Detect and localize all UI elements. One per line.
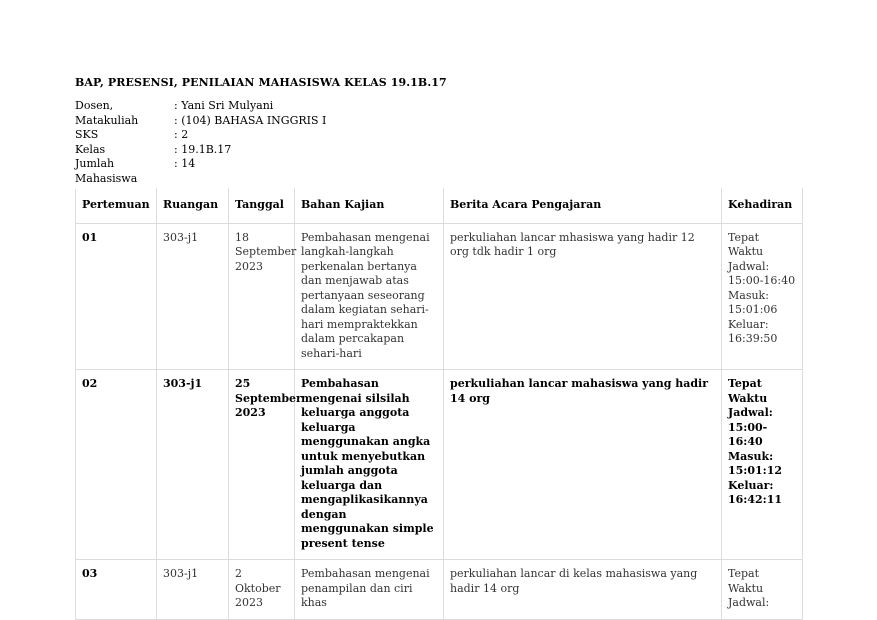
cell-kehadiran (722, 223, 803, 370)
info-value: : 2 (174, 128, 189, 141)
jadwal-value: 15:00-16:40 (728, 274, 796, 287)
cell-tanggal: 2 Oktober 2023 (229, 560, 295, 620)
cell-pertemuan: 03 (76, 560, 157, 620)
info-value: : 19.1B.17 (174, 142, 232, 156)
info-row-jumlah (75, 157, 326, 186)
attendance-status: Tepat Waktu (728, 567, 764, 595)
cell-kehadiran (722, 370, 803, 560)
info-key: Jumlah Mahasiswa (75, 157, 138, 185)
masuk-label: Masuk: (728, 288, 769, 302)
header-berita-acara: Berita Acara Pengajaran (444, 189, 722, 224)
table-row (76, 223, 803, 370)
keluar-label: Keluar: (728, 478, 774, 492)
info-row-dosen (75, 99, 326, 114)
header-tanggal: Tanggal (229, 189, 295, 224)
masuk-label: Masuk: (728, 449, 774, 463)
attendance-status: Tepat Waktu (728, 230, 764, 258)
jadwal-label: Jadwal: (728, 259, 770, 273)
jadwal-label: Jadwal: (728, 406, 773, 419)
info-row-matakuliah (75, 114, 326, 129)
header-kehadiran: Kehadiran (722, 189, 803, 224)
cell-berita-acara: perkuliahan lancar mahasiswa yang hadir 14 org (444, 370, 722, 560)
keluar-value: 16:39:50 (728, 332, 778, 345)
attendance-status: Tepat Waktu (728, 377, 768, 405)
info-row-kelas (75, 143, 326, 158)
info-key: SKS (75, 128, 99, 141)
keluar-value: 16:42:11 (728, 493, 783, 506)
info-key: Kelas (75, 142, 106, 156)
cell-ruangan: 303-j1 (157, 223, 229, 370)
attendance-table (75, 188, 803, 620)
cell-bahan-kajian: Pembahasan mengenai penampilan dan ciri khas (295, 560, 444, 620)
header-ruangan: Ruangan (157, 189, 229, 224)
info-value: : (104) BAHASA INGGRIS I (174, 113, 327, 127)
cell-berita-acara: perkuliahan lancar di kelas mahasiswa yang hadir 14 org (444, 560, 722, 620)
table-header-row (76, 189, 803, 224)
course-info (75, 99, 326, 186)
header-bahan-kajian: Bahan Kajian (295, 189, 444, 224)
cell-ruangan: 303-j1 (157, 560, 229, 620)
table-row (76, 370, 803, 560)
jadwal-label: Jadwal: (728, 596, 770, 609)
jadwal-value: 15:00-16:40 (728, 420, 768, 448)
cell-tanggal: 25 September 2023 (229, 370, 295, 560)
cell-pertemuan: 01 (76, 223, 157, 370)
cell-pertemuan: 02 (76, 370, 157, 560)
cell-ruangan: 303-j1 (157, 370, 229, 560)
table-row (76, 560, 803, 620)
cell-kehadiran (722, 560, 803, 620)
cell-bahan-kajian: Pembahasan mengenai silsilah keluarga anggota keluarga menggunakan angka untuk menyebutkan jumlah anggota keluarga dan mengaplikasikannya dengan menggunakan simple present tense (295, 370, 444, 560)
keluar-label: Keluar: (728, 317, 769, 331)
cell-bahan-kajian: Pembahasan mengenai langkah-langkah perkenalan bertanya dan menjawab atas pertanyaan seseorang dalam kegiatan sehari-hari mempraktekkan dalam percakapan sehari-hari (295, 223, 444, 370)
masuk-value: 15:01:06 (728, 303, 778, 316)
info-value: : Yani Sri Mulyani (174, 99, 274, 112)
info-key: Dosen, (75, 99, 114, 112)
info-row-sks (75, 128, 326, 143)
cell-berita-acara: perkuliahan lancar mhasiswa yang hadir 12 org tdk hadir 1 org (444, 223, 722, 370)
document-title: BAP, PRESENSI, PENILAIAN MAHASISWA KELAS 19.1B.17 (75, 76, 447, 89)
cell-tanggal: 18 September 2023 (229, 223, 295, 370)
masuk-value: 15:01:12 (728, 464, 783, 477)
info-key: Matakuliah (75, 113, 139, 127)
info-value: : 14 (174, 157, 196, 170)
header-pertemuan: Pertemuan (76, 189, 157, 224)
